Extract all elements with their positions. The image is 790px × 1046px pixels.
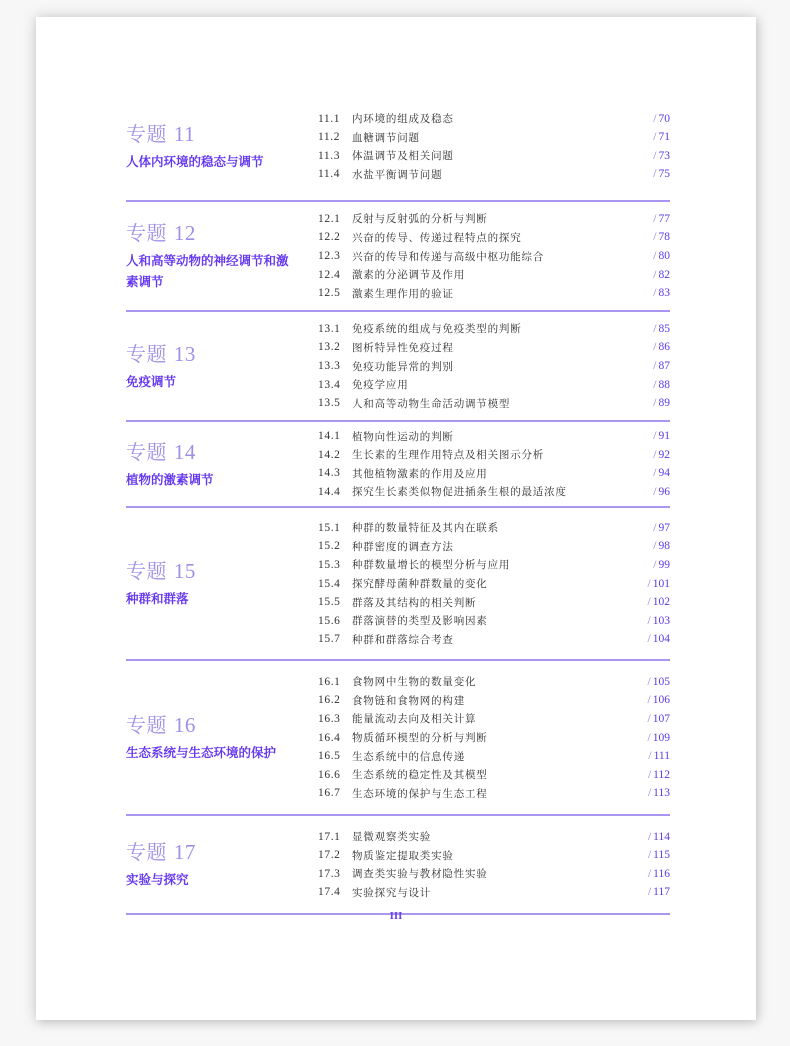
entry-number: 14.3 xyxy=(318,467,341,480)
entry-title: 种群密度的调查方法 xyxy=(352,540,454,553)
entry-page xyxy=(620,287,670,299)
page-ref: 116 xyxy=(653,867,670,880)
slash-separator: / xyxy=(653,231,657,244)
page-ref: 97 xyxy=(658,521,670,534)
section-items xyxy=(318,518,670,648)
entry-title: 免疫系统的组成与免疫类型的判断 xyxy=(352,323,522,336)
entry-page xyxy=(620,467,670,479)
slash-separator: / xyxy=(653,287,657,300)
entry-title: 激素生理作用的验证 xyxy=(352,287,454,300)
section-items xyxy=(318,427,670,501)
entry-number: 16.5 xyxy=(318,750,341,763)
entry-page xyxy=(620,849,670,861)
page-ref: 113 xyxy=(653,787,670,800)
entry-title: 兴奋的传导和传递与高级中枢功能综合 xyxy=(352,250,545,263)
page-ref: 109 xyxy=(652,731,670,744)
section-label: 专题 xyxy=(126,840,167,864)
entry-number: 16.7 xyxy=(318,787,341,800)
slash-separator: / xyxy=(653,397,657,410)
entry-title: 食物链和食物网的构建 xyxy=(352,694,465,707)
slash-separator: / xyxy=(653,485,657,498)
section-number: 17 xyxy=(173,840,196,864)
entry-title: 种群数量增长的模型分析与应用 xyxy=(352,559,511,572)
section-heading xyxy=(126,558,318,609)
entry-number: 17.1 xyxy=(318,830,341,843)
entry-number: 17.3 xyxy=(318,867,341,880)
entry-page xyxy=(620,694,670,706)
page-ref: 88 xyxy=(658,378,670,391)
page-ref: 112 xyxy=(653,768,670,781)
toc-entry[interactable] xyxy=(318,338,670,357)
entry-number: 11.1 xyxy=(318,112,341,125)
entry-title: 种群和群落综合考查 xyxy=(352,633,454,646)
entry-title: 群落演替的类型及影响因素 xyxy=(352,615,488,628)
entry-page xyxy=(620,578,670,590)
entry-number: 11.3 xyxy=(318,149,341,162)
toc-section-14 xyxy=(126,422,670,506)
entry-title: 食物网中生物的数量变化 xyxy=(352,676,477,689)
section-title xyxy=(126,558,318,584)
toc-entry[interactable] xyxy=(318,865,670,884)
entry-title: 血糖调节问题 xyxy=(352,131,420,144)
toc-entry[interactable] xyxy=(318,747,670,766)
entry-title: 群落及其结构的相关判断 xyxy=(352,596,477,609)
entry-page xyxy=(620,397,670,409)
slash-separator: / xyxy=(653,212,657,225)
page-ref: 86 xyxy=(658,341,670,354)
entry-number: 13.5 xyxy=(318,397,341,410)
entry-page xyxy=(620,886,670,898)
toc-entry[interactable] xyxy=(318,710,670,729)
section-label: 专题 xyxy=(126,122,167,146)
entry-page xyxy=(620,787,670,799)
page-ref: 105 xyxy=(652,675,670,688)
entry-number: 15.4 xyxy=(318,577,341,590)
entry-number: 17.4 xyxy=(318,886,341,899)
section-number: 16 xyxy=(173,713,196,737)
slash-separator: / xyxy=(647,694,651,707)
page-ref: 103 xyxy=(652,614,670,627)
entry-number: 15.6 xyxy=(318,614,341,627)
page-ref: 101 xyxy=(652,577,670,590)
section-heading xyxy=(126,121,318,172)
entry-page xyxy=(620,113,670,125)
page-ref: 111 xyxy=(653,750,670,763)
entry-number: 13.3 xyxy=(318,360,341,372)
slash-separator: / xyxy=(653,149,657,162)
section-title xyxy=(126,712,318,738)
section-items xyxy=(318,320,670,413)
page-ref: 104 xyxy=(652,633,670,646)
entry-page xyxy=(620,831,670,843)
entry-number: 12.1 xyxy=(318,212,341,225)
toc-entry[interactable] xyxy=(318,375,670,394)
page-ref: 106 xyxy=(652,694,670,707)
section-subtitle: 免疫调节 xyxy=(126,373,177,389)
page-ref: 73 xyxy=(658,149,670,162)
toc-entry[interactable] xyxy=(318,265,670,284)
entry-title: 其他植物激素的作用及应用 xyxy=(352,467,488,480)
page-ref: 96 xyxy=(658,485,670,498)
table-of-contents xyxy=(126,93,670,915)
page-ref: 70 xyxy=(658,112,670,125)
toc-entry[interactable] xyxy=(318,357,670,376)
section-heading xyxy=(126,220,318,292)
toc-entry[interactable] xyxy=(318,611,670,630)
section-title xyxy=(126,839,318,865)
toc-entry[interactable] xyxy=(318,147,670,166)
toc-entry[interactable] xyxy=(318,574,670,593)
entry-number: 15.3 xyxy=(318,558,341,571)
slash-separator: / xyxy=(653,250,657,262)
section-subtitle: 种群和群落 xyxy=(126,591,189,606)
entry-page xyxy=(620,540,670,552)
section-title xyxy=(126,341,318,367)
slash-separator: / xyxy=(653,168,657,181)
entry-title: 能量流动去向及相关计算 xyxy=(352,713,477,726)
section-label: 专题 xyxy=(126,439,167,464)
toc-entry[interactable] xyxy=(318,728,670,747)
slash-separator: / xyxy=(647,849,652,862)
section-subtitle: 生态系统与生态环境的保护 xyxy=(126,745,277,760)
toc-entry[interactable] xyxy=(318,109,670,128)
toc-entry[interactable] xyxy=(318,518,670,537)
toc-section-16 xyxy=(126,661,670,814)
slash-separator: / xyxy=(653,558,657,571)
entry-title: 水盐平衡调节问题 xyxy=(352,168,443,181)
slash-separator: / xyxy=(653,540,657,553)
entry-page xyxy=(620,732,670,744)
entry-title: 体温调节及相关问题 xyxy=(352,150,454,163)
slash-separator: / xyxy=(653,341,657,354)
section-subtitle: 人体内环境的稳态与调节 xyxy=(126,154,264,169)
entry-number: 15.1 xyxy=(318,521,341,534)
entry-page xyxy=(620,750,670,762)
slash-separator: / xyxy=(647,675,651,688)
entry-number: 12.3 xyxy=(318,250,341,262)
entry-page xyxy=(620,713,670,725)
toc-entry[interactable] xyxy=(318,846,670,865)
entry-page xyxy=(620,596,670,608)
toc-entry[interactable] xyxy=(318,483,670,502)
slash-separator: / xyxy=(647,596,651,609)
section-number: 14 xyxy=(173,439,196,464)
toc-section-11 xyxy=(126,93,670,200)
slash-separator: / xyxy=(648,750,652,763)
entry-page xyxy=(620,522,670,534)
entry-title: 生长素的生理作用特点及相关图示分析 xyxy=(352,449,545,462)
entry-number: 12.2 xyxy=(318,231,341,244)
slash-separator: / xyxy=(647,633,651,646)
entry-title: 物质鉴定提取类实验 xyxy=(352,849,454,862)
entry-number: 16.4 xyxy=(318,731,341,744)
entry-number: 15.7 xyxy=(318,633,341,646)
entry-title: 生态系统的稳定性及其模型 xyxy=(352,769,488,782)
entry-number: 11.2 xyxy=(318,131,341,144)
entry-title: 图析特异性免疫过程 xyxy=(352,341,454,354)
section-subtitle: 实验与探究 xyxy=(126,872,189,887)
entry-page xyxy=(620,615,670,627)
slash-separator: / xyxy=(647,577,651,590)
toc-section-12 xyxy=(126,202,670,310)
entry-page xyxy=(620,168,670,180)
section-title xyxy=(126,220,318,246)
entry-number: 12.5 xyxy=(318,287,341,300)
toc-entry[interactable] xyxy=(318,593,670,612)
entry-number: 13.2 xyxy=(318,341,341,354)
entry-page xyxy=(620,449,670,461)
entry-page xyxy=(620,379,670,391)
entry-page xyxy=(620,769,670,781)
entry-number: 13.1 xyxy=(318,322,341,335)
slash-separator: / xyxy=(647,768,652,781)
toc-entry[interactable] xyxy=(318,210,670,229)
entry-page xyxy=(620,131,670,143)
entry-title: 生态环境的保护与生态工程 xyxy=(352,787,488,800)
section-title xyxy=(126,121,318,147)
page-ref: 87 xyxy=(658,360,670,372)
entry-page xyxy=(620,559,670,571)
slash-separator: / xyxy=(647,731,651,744)
toc-entry[interactable] xyxy=(318,247,670,266)
entry-page xyxy=(620,341,670,353)
toc-section-13 xyxy=(126,312,670,420)
toc-entry[interactable] xyxy=(318,427,670,446)
entry-number: 16.3 xyxy=(318,712,341,725)
toc-entry[interactable] xyxy=(318,691,670,710)
toc-entry[interactable] xyxy=(318,128,670,147)
page-ref: 91 xyxy=(658,430,670,443)
entry-title: 反射与反射弧的分析与判断 xyxy=(352,213,488,226)
page-ref: 75 xyxy=(658,168,670,181)
entry-page xyxy=(620,269,670,281)
slash-separator: / xyxy=(653,131,657,144)
entry-page xyxy=(620,486,670,498)
section-label: 专题 xyxy=(126,559,167,583)
section-items xyxy=(318,672,670,802)
page-ref: 71 xyxy=(658,131,670,144)
toc-entry[interactable] xyxy=(318,537,670,556)
toc-entry[interactable] xyxy=(318,464,670,483)
page-ref: 78 xyxy=(658,231,670,244)
toc-entry[interactable] xyxy=(318,630,670,649)
entry-title: 免疫学应用 xyxy=(352,379,409,392)
section-items xyxy=(318,210,670,303)
slash-separator: / xyxy=(647,867,652,880)
section-heading xyxy=(126,839,318,890)
section-subtitle: 植物的激素调节 xyxy=(126,471,214,487)
entry-title: 激素的分泌调节及作用 xyxy=(352,269,465,282)
entry-title: 调查类实验与教材隐性实验 xyxy=(352,868,488,881)
slash-separator: / xyxy=(647,886,652,899)
section-heading xyxy=(126,439,318,490)
entry-number: 15.2 xyxy=(318,540,341,553)
section-label: 专题 xyxy=(126,713,167,737)
page-ref: 77 xyxy=(658,212,670,225)
page-number: III xyxy=(389,910,403,922)
slash-separator: / xyxy=(647,614,651,627)
entry-page xyxy=(620,323,670,335)
entry-title: 探究生长素类似物促进插条生根的最适浓度 xyxy=(352,486,567,499)
page-ref: 107 xyxy=(652,712,670,725)
entry-page xyxy=(620,150,670,162)
entry-number: 14.2 xyxy=(318,448,341,461)
section-heading xyxy=(126,712,318,763)
entry-title: 物质循环模型的分析与判断 xyxy=(352,732,488,744)
toc-section-17 xyxy=(126,816,670,913)
slash-separator: / xyxy=(647,830,652,843)
page-ref: 117 xyxy=(653,886,670,899)
entry-page xyxy=(620,213,670,225)
entry-title: 实验探究与设计 xyxy=(352,886,432,899)
section-title xyxy=(126,439,318,465)
toc-entry[interactable] xyxy=(318,320,670,339)
entry-page xyxy=(620,430,670,442)
slash-separator: / xyxy=(653,448,657,461)
entry-page xyxy=(620,676,670,688)
toc-entry[interactable] xyxy=(318,445,670,464)
page-ref: 92 xyxy=(658,448,670,461)
entry-number: 16.1 xyxy=(318,675,341,688)
section-label: 专题 xyxy=(126,341,167,366)
slash-separator: / xyxy=(653,521,657,534)
slash-separator: / xyxy=(653,378,657,391)
page-ref: 99 xyxy=(658,558,670,571)
toc-section-15 xyxy=(126,508,670,659)
toc-entry[interactable] xyxy=(318,883,670,902)
entry-number: 17.2 xyxy=(318,849,341,862)
entry-title: 种群的数量特征及其内在联系 xyxy=(352,522,499,535)
page-ref: 85 xyxy=(658,322,670,335)
page-ref: 115 xyxy=(653,849,670,862)
entry-title: 生态系统中的信息传递 xyxy=(352,750,465,763)
entry-title: 探究酵母菌种群数量的变化 xyxy=(352,578,488,590)
entry-page xyxy=(620,868,670,880)
slash-separator: / xyxy=(653,360,657,372)
page-ref: 89 xyxy=(658,397,670,410)
section-number: 13 xyxy=(173,341,196,366)
toc-entry[interactable] xyxy=(318,394,670,413)
slash-separator: / xyxy=(653,112,657,125)
toc-entry[interactable] xyxy=(318,784,670,803)
entry-number: 16.2 xyxy=(318,694,341,707)
section-number: 11 xyxy=(173,122,196,146)
page-ref: 94 xyxy=(658,467,670,480)
slash-separator: / xyxy=(647,712,651,725)
entry-number: 16.6 xyxy=(318,768,341,781)
slash-separator: / xyxy=(653,467,657,480)
slash-separator: / xyxy=(647,787,652,800)
entry-number: 11.4 xyxy=(318,168,341,181)
section-subtitle: 人和高等动物的神经调节和激素调节 xyxy=(126,253,289,289)
toc-entry[interactable] xyxy=(318,165,670,184)
toc-entry[interactable] xyxy=(318,827,670,846)
entry-page xyxy=(620,633,670,645)
entry-title: 内环境的组成及稳态 xyxy=(352,113,454,126)
section-items xyxy=(318,109,670,183)
section-heading xyxy=(126,341,318,392)
page-ref: 83 xyxy=(658,287,670,300)
page-ref: 102 xyxy=(652,596,670,609)
section-items xyxy=(318,827,670,901)
toc-entry[interactable] xyxy=(318,228,670,247)
toc-entry[interactable] xyxy=(318,556,670,575)
entry-number: 14.1 xyxy=(318,430,341,443)
entry-title: 免疫功能异常的判别 xyxy=(352,360,454,373)
section-label: 专题 xyxy=(126,221,167,245)
entry-page xyxy=(620,250,670,262)
entry-title: 兴奋的传导、传递过程特点的探究 xyxy=(352,231,522,244)
page-ref: 114 xyxy=(653,830,670,843)
entry-title: 植物向性运动的判断 xyxy=(352,430,454,443)
entry-page xyxy=(620,360,670,372)
slash-separator: / xyxy=(653,268,657,281)
slash-separator: / xyxy=(653,322,657,335)
section-number: 12 xyxy=(173,221,196,245)
entry-title: 显微观察类实验 xyxy=(352,831,432,844)
page-ref: 80 xyxy=(658,250,670,262)
toc-entry[interactable] xyxy=(318,672,670,691)
entry-number: 14.4 xyxy=(318,485,341,498)
page-ref: 98 xyxy=(658,540,670,553)
slash-separator: / xyxy=(653,430,657,443)
page-ref: 82 xyxy=(658,268,670,281)
entry-number: 13.4 xyxy=(318,378,341,391)
entry-page xyxy=(620,231,670,243)
toc-entry[interactable] xyxy=(318,284,670,303)
toc-entry[interactable] xyxy=(318,765,670,784)
document-page xyxy=(36,17,756,1020)
entry-number: 12.4 xyxy=(318,268,341,281)
entry-title: 人和高等动物生命活动调节模型 xyxy=(352,397,511,410)
section-number: 15 xyxy=(173,559,196,583)
entry-number: 15.5 xyxy=(318,596,341,609)
